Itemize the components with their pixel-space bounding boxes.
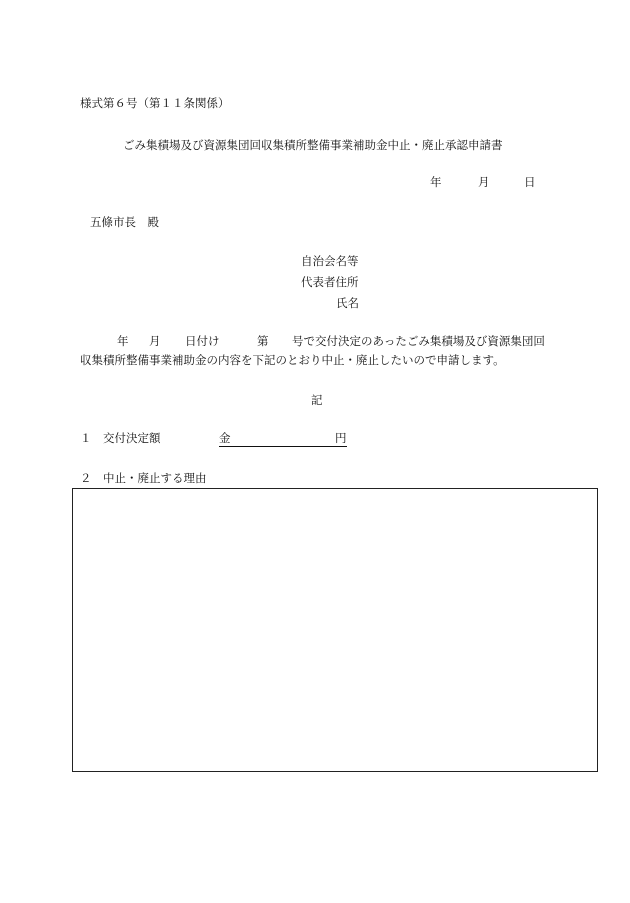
body-line2: 収集積所整備事業補助金の内容を下記のとおり中止・廃止したいので申請します。 — [80, 353, 505, 367]
applicant-name-label: 氏名 — [336, 296, 359, 310]
body-paragraph — [0, 336, 630, 376]
amount-prefix: 金 — [219, 431, 231, 445]
document-title: ごみ集積場及び資源集団回収集積所整備事業補助金中止・廃止承認申請書 — [123, 138, 503, 152]
date-month-label: 月 — [478, 175, 490, 189]
item2-label: 中止・廃止する理由 — [103, 471, 207, 485]
item1-label: 交付決定額 — [103, 431, 161, 445]
item2-number: ２ — [80, 471, 92, 485]
amount-underline — [219, 446, 347, 447]
reason-box[interactable] — [72, 488, 598, 772]
form-number: 様式第６号（第１１条関係） — [80, 96, 230, 110]
applicant-org-label: 自治会名等 — [301, 254, 359, 268]
body-year: 年 — [117, 334, 129, 348]
applicant-block — [0, 256, 630, 316]
date-year-label: 年 — [430, 175, 442, 189]
body-day-suffix: 日付け — [185, 334, 220, 348]
body-no-prefix: 第 — [257, 334, 269, 348]
applicant-address-label: 代表者住所 — [301, 275, 359, 289]
body-line1-rest: 号で交付決定のあったごみ集積場及び資源集団回 — [292, 334, 545, 348]
body-month: 月 — [149, 334, 161, 348]
date-day-label: 日 — [524, 175, 536, 189]
ki-heading: 記 — [311, 393, 323, 407]
item-reason — [0, 473, 630, 487]
date-line — [0, 177, 630, 191]
amount-suffix: 円 — [335, 431, 347, 445]
addressee: 五條市長 殿 — [90, 215, 159, 229]
item1-number: １ — [80, 431, 92, 445]
